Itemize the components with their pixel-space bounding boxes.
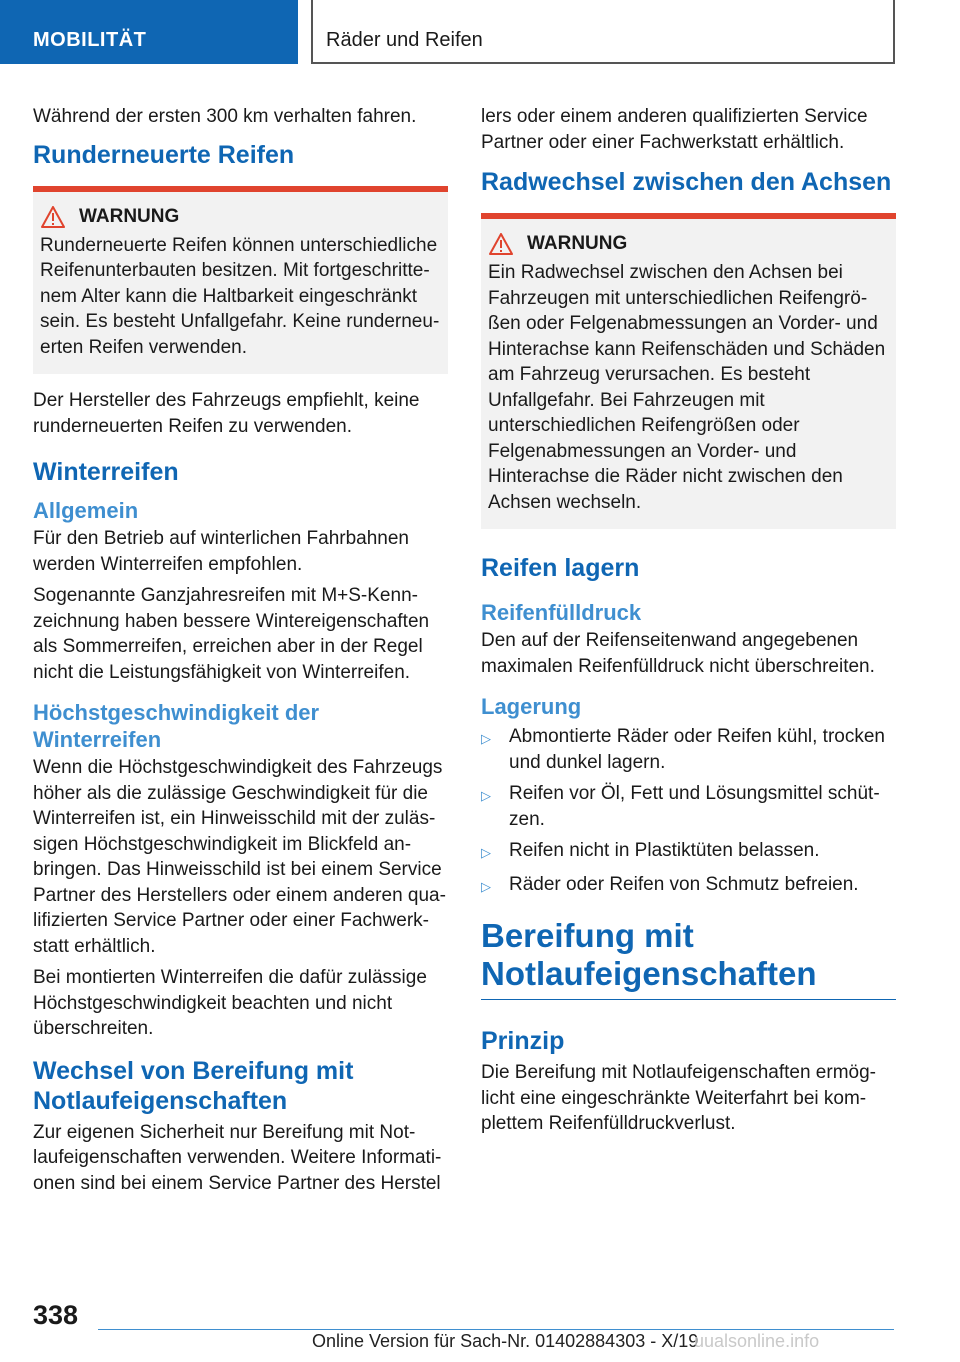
heading-max-speed: Höchstgeschwindigkeit der Winterreifen bbox=[33, 700, 320, 752]
continuation-text: lers oder einem anderen qualifizierten Service Partner oder einer Fachwerkstatt erhältlich. bbox=[481, 106, 868, 153]
page-number: 338 bbox=[33, 1300, 79, 1330]
heading-axle-rotation: Radwechsel zwischen den Achsen bbox=[481, 168, 892, 196]
footer-text: Online Version für Sach-Nr. 01402884303 - X/19 bbox=[312, 1331, 699, 1351]
warning-label: WARNUNG bbox=[79, 205, 180, 227]
warning-box-axle bbox=[481, 213, 896, 529]
warning-label: WARNUNG bbox=[527, 233, 628, 254]
runflat-heading-block bbox=[481, 917, 896, 1000]
general-text-1: Für den Betrieb auf winterlichen Fahrbahnen werden Winterreifen empfohlen. bbox=[33, 528, 410, 575]
footer-divider bbox=[98, 1329, 894, 1330]
max-speed-text-2: Bei montierten Winterreifen die dafür zulässige Höchstgeschwindigkeit beachten und nicht überschreiten. bbox=[33, 967, 427, 1039]
general-text-2: Sogenannte Ganzjahresreifen mit M+S-Kennzeichnung haben bessere Wintereigenschaften als Sommerreifen, erreichen aber in der Regel nicht die Leistungsfähigkeit von Winterreifen. bbox=[33, 585, 430, 683]
heading-tire-pressure: Reifenfülldruck bbox=[481, 600, 642, 625]
right-column bbox=[481, 104, 896, 1143]
warning-text: Ein Radwechsel zwischen den Achsen bei Fahrzeugen mit unterschiedlichen Reifengrößen oder Felgenabmessungen an Vorder- und Hinterachse kann Reifenschäden und Schäden am Fahrzeug verursachen. Es besteht Unfallgefahr. Bei Fahrzeugen mit unterschiedlichen Reifengrößen oder Felgenabmessungen an Vorder- und Hinterachse die Räder nicht zwischen den Achsen wechseln. bbox=[488, 262, 886, 513]
change-runflat-text: Zur eigenen Sicherheit nur Bereifung mit Notlaufeigenschaften verwenden. Weitere Informationen sind bei einem Service Partner des Herstel bbox=[33, 1121, 442, 1194]
heading-general: Allgemein bbox=[33, 498, 139, 523]
heading-tire-storage: Reifen lagern bbox=[481, 554, 640, 582]
list-item: ▷ Räder oder Reifen von Schmutz befreien. bbox=[481, 872, 896, 900]
heading-storage: Lagerung bbox=[481, 694, 582, 719]
triangle-bullet-icon: ▷ bbox=[481, 731, 491, 746]
heading-retread-tires: Runderneuerte Reifen bbox=[33, 140, 295, 169]
watermark: uualsonline.info bbox=[694, 1331, 820, 1351]
warning-box-retread bbox=[33, 186, 448, 375]
warning-title bbox=[40, 206, 440, 228]
heading-change-runflat: Wechsel von Bereifung mit Notlaufeigenschaften bbox=[33, 1056, 354, 1115]
list-item: ▷ Reifen nicht in Plastiktüten belassen. bbox=[481, 838, 896, 866]
warning-title bbox=[488, 233, 888, 255]
left-column bbox=[33, 104, 448, 1202]
storage-list bbox=[481, 724, 896, 899]
principle-text: Die Bereifung mit Notlaufeigenschaften ermöglicht eine eingeschränkte Weiterfahrt bei komplettem Reifenfülldruckverlust. bbox=[481, 1062, 876, 1134]
list-item: ▷ Reifen vor Öl, Fett und Lösungsmittel schützen. bbox=[481, 781, 896, 832]
warning-triangle-icon bbox=[41, 206, 65, 228]
tire-pressure-text: Den auf der Reifenseitenwand angegebenen maximalen Reifenfülldruck nicht überschreiten. bbox=[481, 630, 875, 677]
warning-triangle-icon bbox=[489, 233, 513, 255]
list-item: ▷ Abmontierte Räder oder Reifen kühl, trocken und dunkel lagern. bbox=[481, 724, 896, 775]
heading-winter-tires: Winterreifen bbox=[33, 458, 179, 486]
warning-text: Runderneuerte Reifen können unterschiedliche Reifenunterbauten besitzen. Mit fortgeschrittenem Alter kann die Haltbarkeit eingeschränkt sein. Es besteht Unfallgefahr. Keine runderneuerten Reifen verwenden. bbox=[40, 234, 440, 358]
retread-text: Der Hersteller des Fahrzeugs empfiehlt, keine runderneuerten Reifen zu verwenden. bbox=[33, 390, 420, 437]
section-tab: MOBILITÄT bbox=[0, 0, 298, 64]
page-header bbox=[0, 0, 960, 66]
intro-text: Während der ersten 300 km verhalten fahren. bbox=[33, 106, 417, 127]
max-speed-text-1: Wenn die Höchstgeschwindigkeit des Fahrzeugs höher als die zulässige Geschwindigkeit für die Winterreifen ist, ein Hinweisschild mit der zulässigen Höchstgeschwindigkeit im Blickfeld anbringen. Das Hinweisschild ist bei einem Service Partner des Herstellers oder einem anderen qualifizierten Service Partner oder einer Fachwerkstatt erhältlich. bbox=[33, 757, 446, 957]
triangle-bullet-icon: ▷ bbox=[481, 878, 491, 894]
heading-principle: Prinzip bbox=[481, 1027, 565, 1055]
chapter-title: Räder und Reifen bbox=[311, 0, 895, 64]
triangle-bullet-icon: ▷ bbox=[481, 788, 491, 803]
heading-runflat-tires: Bereifung mit Notlaufeigenschaften bbox=[481, 917, 817, 992]
triangle-bullet-icon: ▷ bbox=[481, 845, 491, 860]
